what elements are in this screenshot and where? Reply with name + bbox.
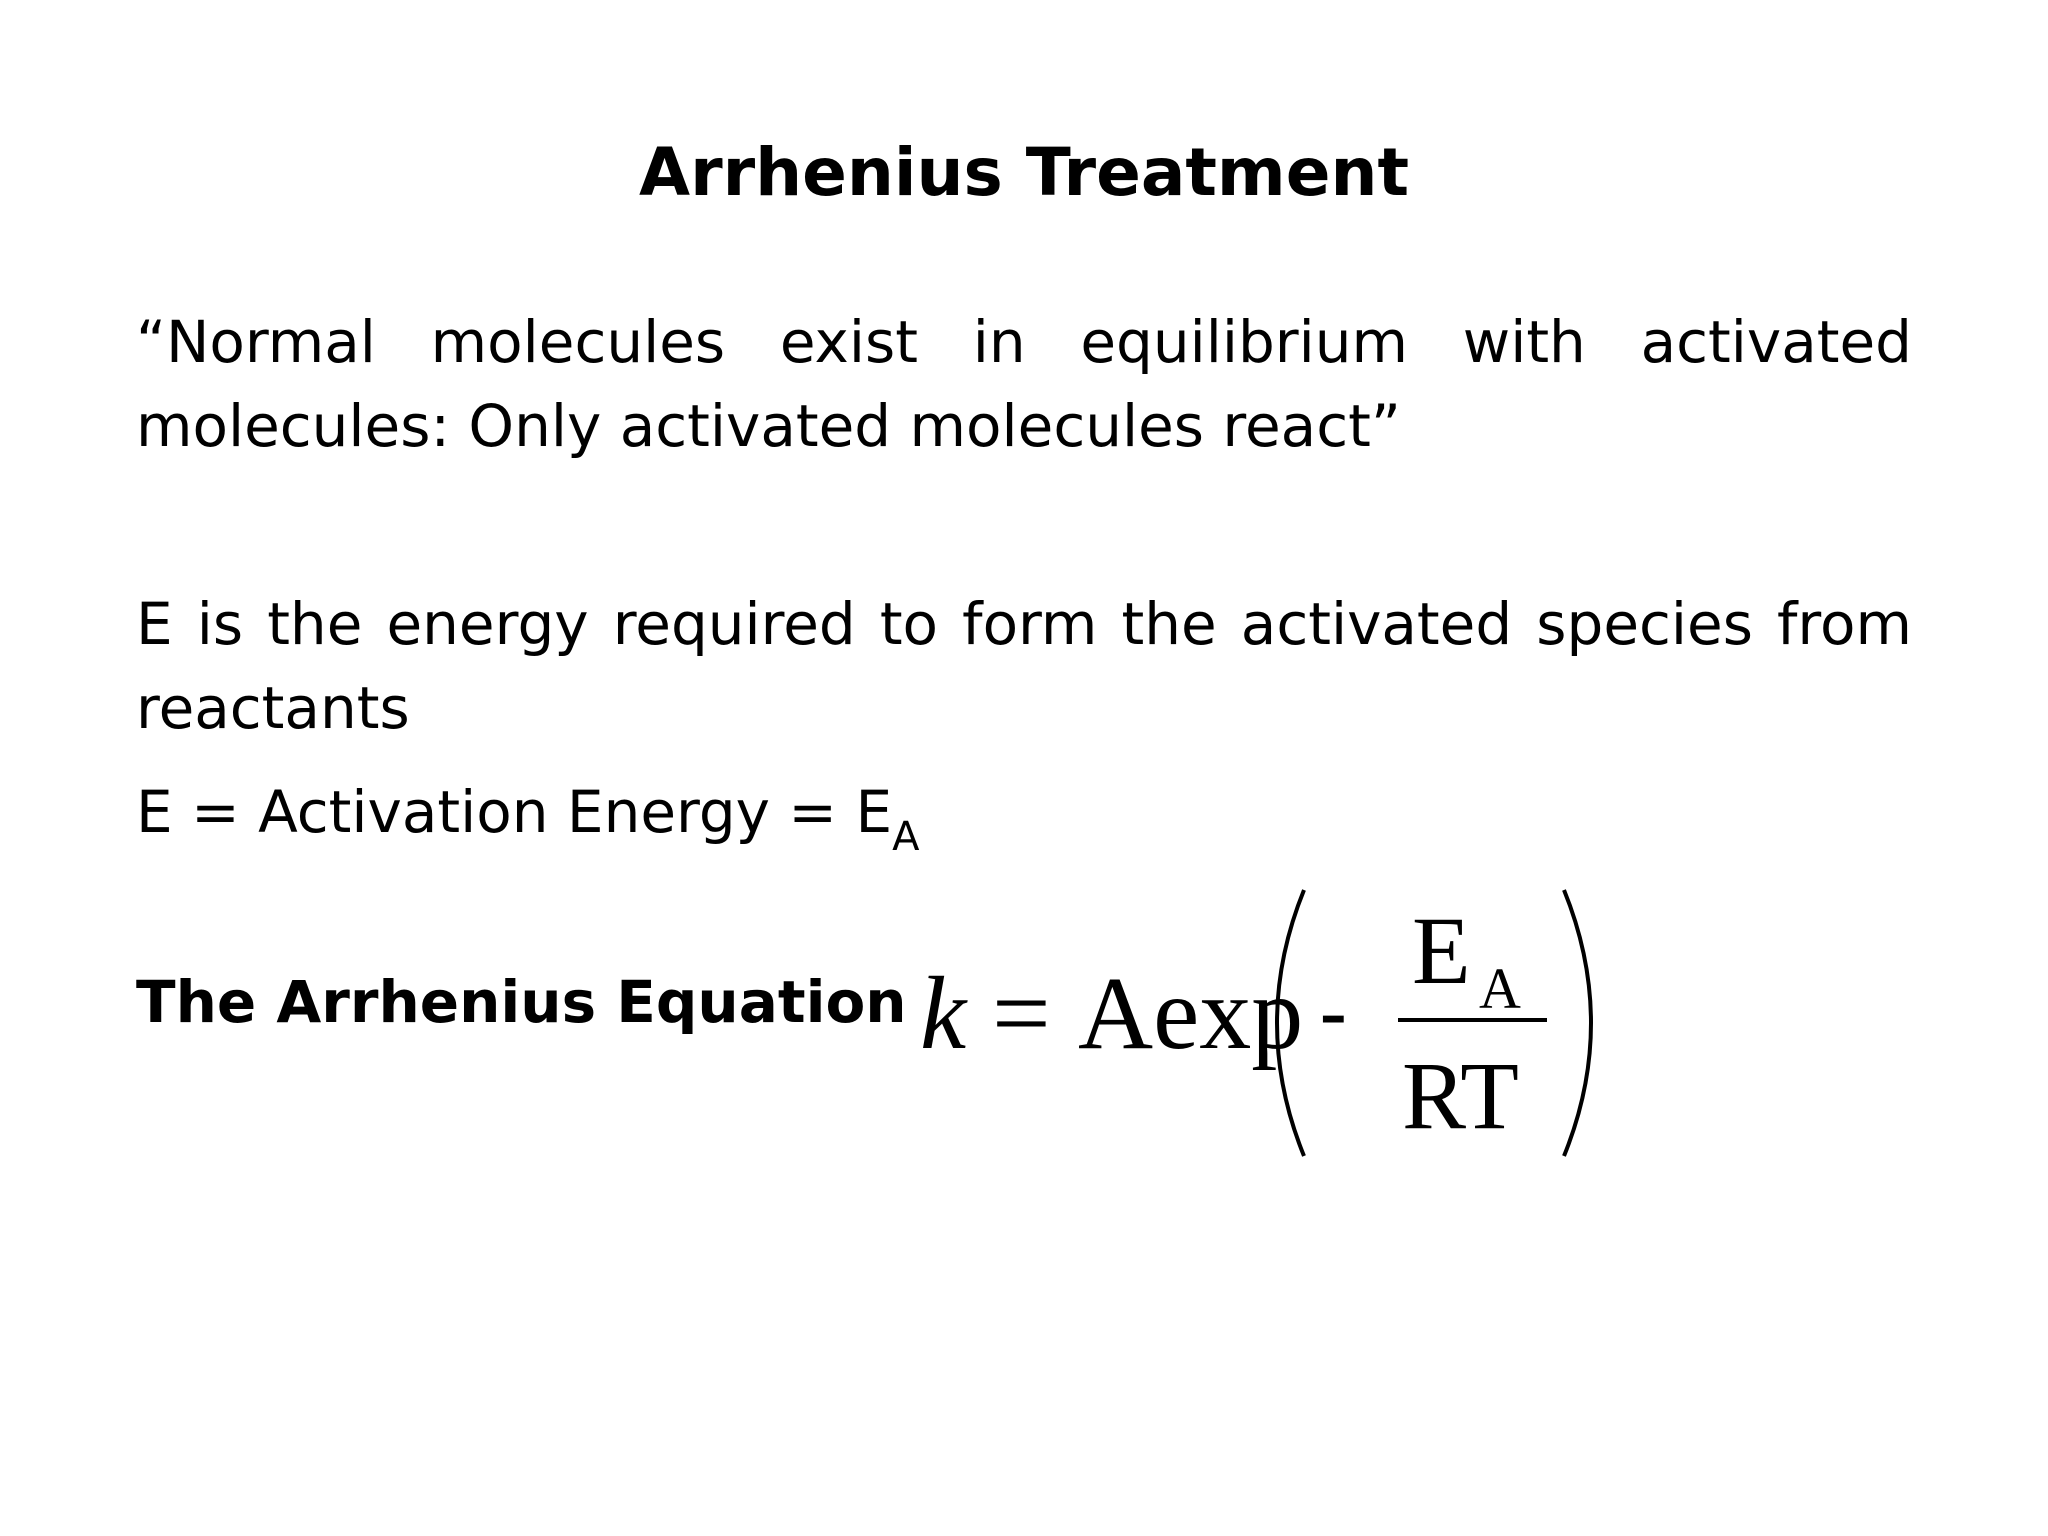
equation-svg [900,878,1620,1168]
energy-definition-paragraph: E is the energy required to form the activated species from reactants [136,590,1912,742]
arrhenius-equation [900,878,1620,1168]
equation-equals: = [992,956,1051,1071]
equation-numerator: E [1412,897,1471,1004]
activation-energy-subscript: A [892,814,920,860]
equation-minus: - [1320,968,1347,1056]
equation-denominator: RT [1402,1042,1519,1149]
equation-k: k [920,956,967,1071]
equation-numerator-subscript: A [1479,956,1521,1021]
slide-title: Arrhenius Treatment [638,134,1410,211]
right-parenthesis [1564,890,1591,1156]
quote-paragraph: “Normal molecules exist in equilibrium with activated molecules: Only activated molecules react” [136,308,1912,460]
activation-energy-line [136,770,1912,861]
equation-aexp: Aexp [1078,956,1304,1071]
activation-energy-text: E = Activation Energy = E [136,778,893,846]
equation-label: The Arrhenius Equation [136,968,907,1036]
